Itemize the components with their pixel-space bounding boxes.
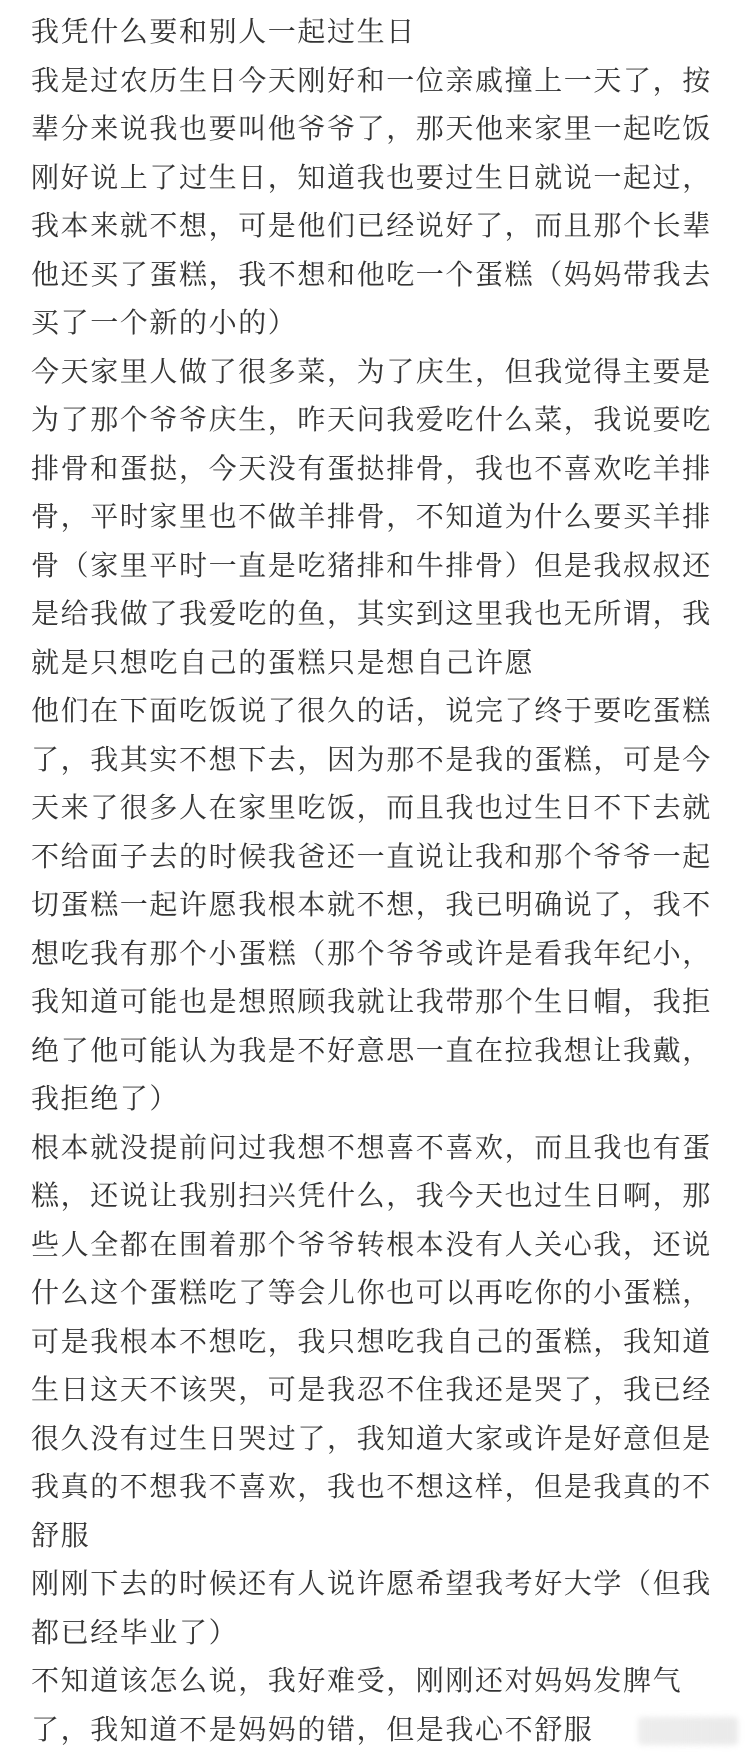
paragraph [31, 348, 752, 688]
text-line: 我拒绝了） [31, 1075, 752, 1124]
paragraphs [31, 57, 752, 1754]
paragraph [31, 1560, 752, 1657]
watermark [638, 1717, 738, 1745]
post-body [31, 8, 752, 1754]
text-line: 我真的不想我不喜欢，我也不想这样，但是我真的不 [31, 1463, 752, 1512]
text-line: 买了一个新的小的） [31, 299, 752, 348]
text-line: 很久没有过生日哭过了，我知道大家或许是好意但是 [31, 1415, 752, 1464]
text-line: 我是过农历生日今天刚好和一位亲戚撞上一天了，按 [31, 57, 752, 106]
text-line: 了，我知道不是妈妈的错，但是我心不舒服 [31, 1706, 752, 1754]
text-line: 我知道可能也是想照顾我就让我带那个生日帽，我拒 [31, 978, 752, 1027]
text-line: 刚好说上了过生日，知道我也要过生日就说一起过， [31, 154, 752, 203]
paragraph [31, 1124, 752, 1561]
text-line: 根本就没提前问过我想不想喜不喜欢，而且我也有蛋 [31, 1124, 752, 1173]
text-line: 天来了很多人在家里吃饭，而且我也过生日不下去就 [31, 784, 752, 833]
text-line: 我本来就不想，可是他们已经说好了，而且那个长辈 [31, 202, 752, 251]
text-line: 就是只想吃自己的蛋糕只是想自己许愿 [31, 639, 752, 688]
text-line: 什么这个蛋糕吃了等会儿你也可以再吃你的小蛋糕， [31, 1269, 752, 1318]
post-title: 我凭什么要和别人一起过生日 [31, 8, 752, 57]
paragraph [31, 57, 752, 348]
text-line: 他们在下面吃饭说了很久的话，说完了终于要吃蛋糕 [31, 687, 752, 736]
text-line: 都已经毕业了） [31, 1609, 752, 1658]
text-line: 今天家里人做了很多菜，为了庆生，但我觉得主要是 [31, 348, 752, 397]
text-line: 生日这天不该哭，可是我忍不住我还是哭了，我已经 [31, 1366, 752, 1415]
text-line: 排骨和蛋挞，今天没有蛋挞排骨，我也不喜欢吃羊排 [31, 445, 752, 494]
text-line: 辈分来说我也要叫他爷爷了，那天他来家里一起吃饭 [31, 105, 752, 154]
text-line: 糕，还说让我别扫兴凭什么，我今天也过生日啊，那 [31, 1172, 752, 1221]
text-line: 不知道该怎么说，我好难受，刚刚还对妈妈发脾气 [31, 1657, 752, 1706]
paragraph [31, 687, 752, 1124]
text-line: 舒服 [31, 1512, 752, 1561]
text-line: 了，我其实不想下去，因为那不是我的蛋糕，可是今 [31, 736, 752, 785]
text-line: 可是我根本不想吃，我只想吃我自己的蛋糕，我知道 [31, 1318, 752, 1367]
text-line: 他还买了蛋糕，我不想和他吃一个蛋糕（妈妈带我去 [31, 251, 752, 300]
text-line: 刚刚下去的时候还有人说许愿希望我考好大学（但我 [31, 1560, 752, 1609]
text-line: 骨（家里平时一直是吃猪排和牛排骨）但是我叔叔还 [31, 542, 752, 591]
text-line: 切蛋糕一起许愿我根本就不想，我已明确说了，我不 [31, 881, 752, 930]
text-line: 绝了他可能认为我是不好意思一直在拉我想让我戴， [31, 1027, 752, 1076]
text-line: 骨，平时家里也不做羊排骨，不知道为什么要买羊排 [31, 493, 752, 542]
text-line: 是给我做了我爱吃的鱼，其实到这里我也无所谓，我 [31, 590, 752, 639]
text-line: 为了那个爷爷庆生，昨天问我爱吃什么菜，我说要吃 [31, 396, 752, 445]
text-line: 些人全都在围着那个爷爷转根本没有人关心我，还说 [31, 1221, 752, 1270]
text-line: 想吃我有那个小蛋糕（那个爷爷或许是看我年纪小， [31, 930, 752, 979]
text-line: 不给面子去的时候我爸还一直说让我和那个爷爷一起 [31, 833, 752, 882]
